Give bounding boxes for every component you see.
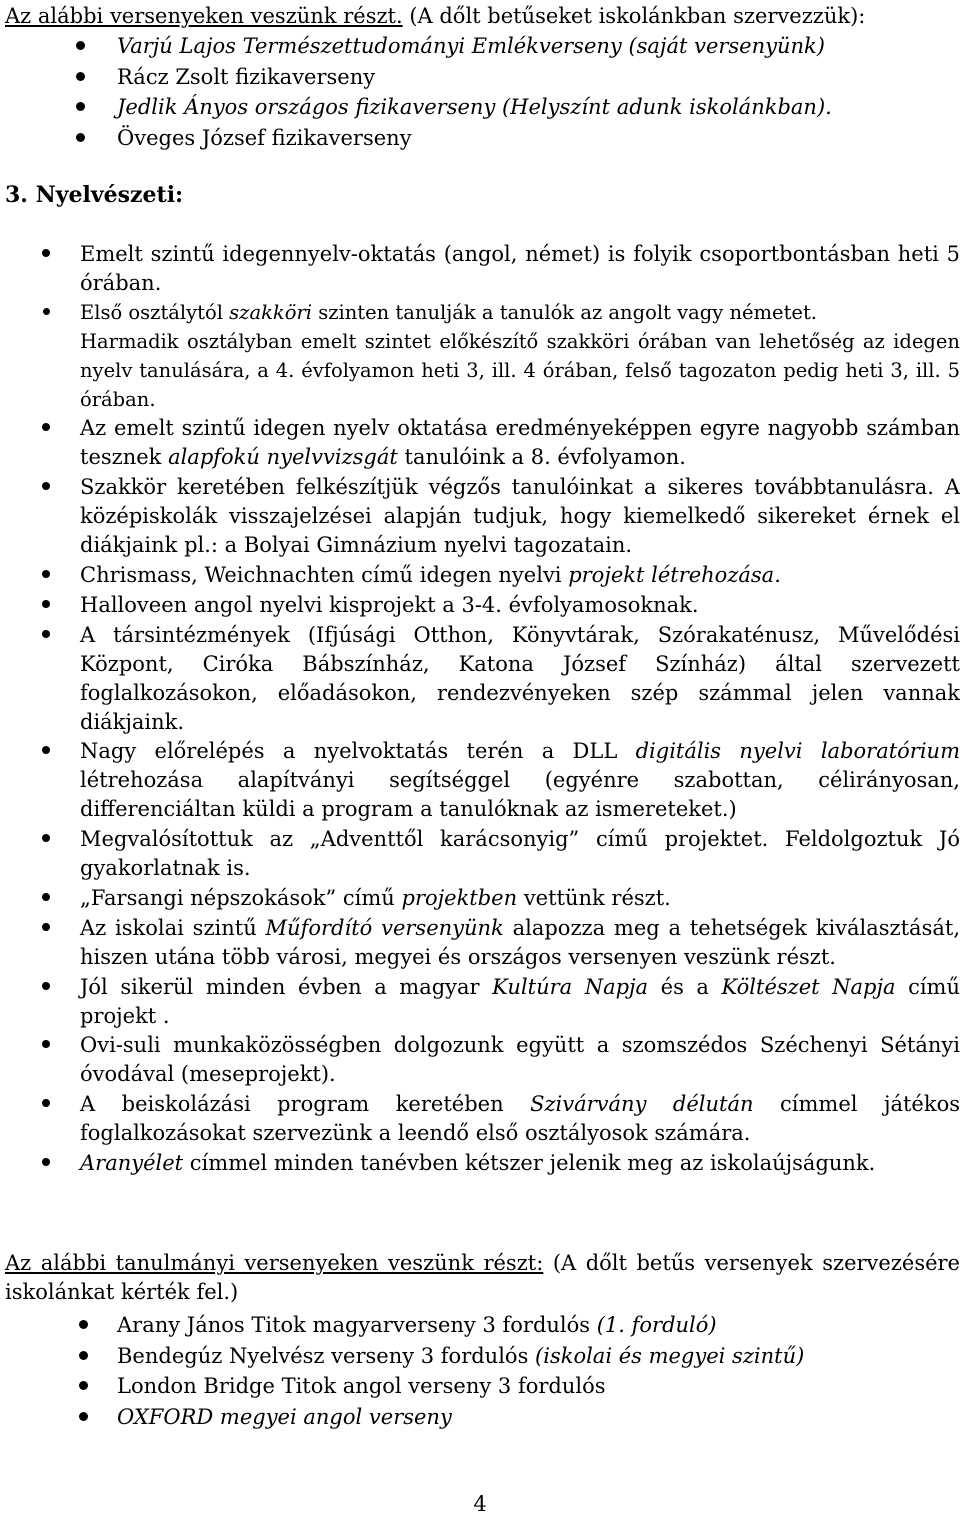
list-item-text: „Farsangi népszokások” című <box>80 885 402 910</box>
list-item-italic: projektben <box>401 885 518 910</box>
list-item-italic: Aranyélet <box>80 1151 184 1176</box>
bullet-icon <box>42 423 50 431</box>
list-item-text: szinten tanulják a tanulók az angolt vagy németet. <box>312 300 817 324</box>
bullet-icon <box>76 41 85 50</box>
list-item-italic: Kultúra Napja <box>492 974 649 999</box>
list-item-text: tanulóink a 8. évfolyamon. <box>397 445 686 470</box>
competitions-intro-underlined: Az alábbi versenyeken veszünk részt. <box>5 4 403 28</box>
bullet-icon <box>76 72 85 81</box>
list-item-text: Ovi-suli munkaközösségben dolgozunk együtt a szomszédos Széchenyi Sétányi óvodával (meseprojekt). <box>80 1033 960 1087</box>
list-item-text: címmel minden tanévben kétszer jelenik meg az iskolaújságunk. <box>183 1151 876 1176</box>
list-item-text: Arany János Titok magyarverseny 3 fordulós <box>117 1313 597 1337</box>
bullet-icon <box>42 923 50 931</box>
bullet-icon <box>76 133 85 142</box>
list-item-italic: Költészet Napja <box>721 974 896 999</box>
list-item-italic: (1. forduló) <box>596 1313 717 1337</box>
competitions-intro <box>5 2 865 31</box>
list-item <box>0 1310 960 1341</box>
bullet-icon <box>42 1158 50 1166</box>
list-item-italic: Szivárvány délután <box>530 1092 754 1117</box>
list-item-text: létrehozása alapítványi segítséggel (egyénre szabottan, célirányosan, differenciáltan küldi a program a tanulóknak az ismereteket.) <box>80 768 960 822</box>
bullet-icon <box>42 570 50 578</box>
bullet-icon <box>43 308 50 315</box>
page-number: 4 <box>473 1492 487 1516</box>
list-item <box>0 621 960 737</box>
list-item-text: Az emelt szintű idegen nyelv oktatása eredményeképpen egyre nagyobb számban tesznek <box>80 416 960 470</box>
list-item <box>0 914 960 972</box>
list-item-text: címmel játékos foglalkozásokat szervezünk a leendő első osztályosok számára. <box>80 1092 960 1146</box>
list-item-text: Szakkör keretében felkészítjük végzős tanulóinkat a sikeres továbbtanulásra. A középiskolák visszajelzései alapján tudjuk, hogy kiemelkedő sikereket érnek el diákjaink pl.: a Bolyai Gimnázium nyelvi tagozatain. <box>80 475 960 558</box>
list-item-text: Harmadik osztályban emelt szintet előkészítő szakköri órában van lehetőség az idegen nyelv tanulására, a 4. évfolyamon heti 3, ill. 4 órában, felső tagozaton pedig heti 3, ill. 5 órában. <box>80 329 960 411</box>
bullet-icon <box>79 1320 88 1329</box>
list-item-italic: alapfokú nyelvvizsgát <box>168 445 398 470</box>
study-competitions-intro <box>5 1249 960 1307</box>
list-item-italic: digitális nyelvi laboratórium <box>635 739 960 764</box>
language-list <box>0 240 960 1179</box>
bullet-icon <box>79 1351 88 1360</box>
list-item <box>0 92 960 123</box>
list-item-text: Jól sikerül minden évben a magyar <box>80 974 493 999</box>
competitions-intro-rest: (A dőlt betűseket iskolánkban szervezzük): <box>402 4 866 28</box>
list-item <box>0 591 960 620</box>
list-item-text: című projekt . <box>80 974 960 1028</box>
list-item-italic: projekt létrehozása. <box>568 562 781 587</box>
bullet-icon <box>42 1040 50 1048</box>
list-item-text: Chrismass, Weichnachten című idegen nyelvi <box>80 562 569 587</box>
competition-item: Rácz Zsolt fizikaverseny <box>117 64 376 89</box>
list-item-text: London Bridge Titok angol verseny 3 fordulós <box>117 1374 606 1398</box>
section-heading-linguistic: 3. Nyelvészeti: <box>5 182 184 208</box>
bullet-icon <box>42 834 50 842</box>
list-item <box>0 884 960 913</box>
list-item <box>0 1149 960 1178</box>
list-item <box>0 825 960 883</box>
bullet-icon <box>42 982 50 990</box>
bullet-icon <box>42 746 50 754</box>
bullet-icon <box>42 482 50 490</box>
bullet-icon <box>79 1381 88 1390</box>
list-item <box>0 123 960 154</box>
competition-item: Varjú Lajos Természettudományi Emlékverseny (saját versenyünk) <box>117 34 825 58</box>
bullet-icon <box>76 102 85 111</box>
bullet-icon <box>42 630 50 638</box>
list-item <box>0 240 960 298</box>
list-item-italic: szakköri <box>229 300 313 324</box>
list-item-italic: (iskolai és megyei szintű) <box>535 1343 805 1368</box>
list-item-text: alapozza meg a tehetségek kiválasztását, hiszen utána több városi, megyei és országos versenyen veszünk részt. <box>80 915 960 969</box>
bullet-icon <box>79 1412 88 1421</box>
competitions-list <box>0 31 960 153</box>
study-competitions-intro-rest: (A dőlt betűs versenyek szervezésére iskolánkat kérték fel.) <box>5 1251 960 1304</box>
list-item-text: A beiskolázási program keretében <box>80 1092 531 1117</box>
list-item <box>0 299 960 415</box>
list-item <box>0 1402 960 1433</box>
list-item <box>0 414 960 472</box>
competition-item: Jedlik Ányos országos fizikaverseny (Helyszínt adunk iskolánkban). <box>117 95 832 119</box>
list-item <box>0 1341 960 1372</box>
list-item <box>0 737 960 824</box>
list-item <box>0 1031 960 1089</box>
bullet-icon <box>42 249 50 257</box>
list-item-text: és a <box>648 974 722 999</box>
list-item-text: Az iskolai szintű <box>80 915 266 940</box>
list-item <box>0 1371 960 1402</box>
list-item-text: Emelt szintű idegennyelv-oktatás (angol, német) is folyik csoportbontásban heti 5 órában. <box>80 242 960 295</box>
study-competitions-intro-underlined: Az alábbi tanulmányi versenyeken veszünk részt: <box>5 1251 544 1275</box>
list-item <box>0 31 960 62</box>
bullet-icon <box>42 600 50 608</box>
list-item-italic: OXFORD megyei angol verseny <box>117 1404 452 1429</box>
list-item-text: A társintézmények (Ifjúsági Otthon, Könyvtárak, Szórakaténusz, Művelődési Központ, Ciróka Bábszínház, Katona József Színház) által szervezett foglalkozásokon, előadásokon, rendezvényeken szép számmal jelen vannak diákjaink. <box>80 622 960 734</box>
competition-item: Öveges József fizikaverseny <box>117 125 412 150</box>
list-item-text: Első osztálytól <box>80 300 230 324</box>
list-item-text: vettünk részt. <box>517 885 671 910</box>
list-item <box>0 473 960 560</box>
list-item-text: Megvalósítottuk az „Adventtől karácsonyig” című projektet. Feldolgoztuk Jó gyakorlatnak is. <box>80 827 960 881</box>
list-item <box>0 973 960 1031</box>
list-item-text: Bendegúz Nyelvész verseny 3 fordulós <box>117 1343 536 1368</box>
study-competitions-list <box>0 1310 960 1432</box>
list-item <box>0 1090 960 1148</box>
list-item-italic: Műfordító versenyünk <box>265 915 504 940</box>
list-item-text: Halloveen angol nyelvi kisprojekt a 3-4. évfolyamosoknak. <box>80 592 699 617</box>
list-item <box>0 62 960 93</box>
list-item-text: Nagy előrelépés a nyelvoktatás terén a DLL <box>80 739 636 764</box>
bullet-icon <box>42 1099 50 1107</box>
list-item <box>0 561 960 590</box>
bullet-icon <box>42 893 50 901</box>
